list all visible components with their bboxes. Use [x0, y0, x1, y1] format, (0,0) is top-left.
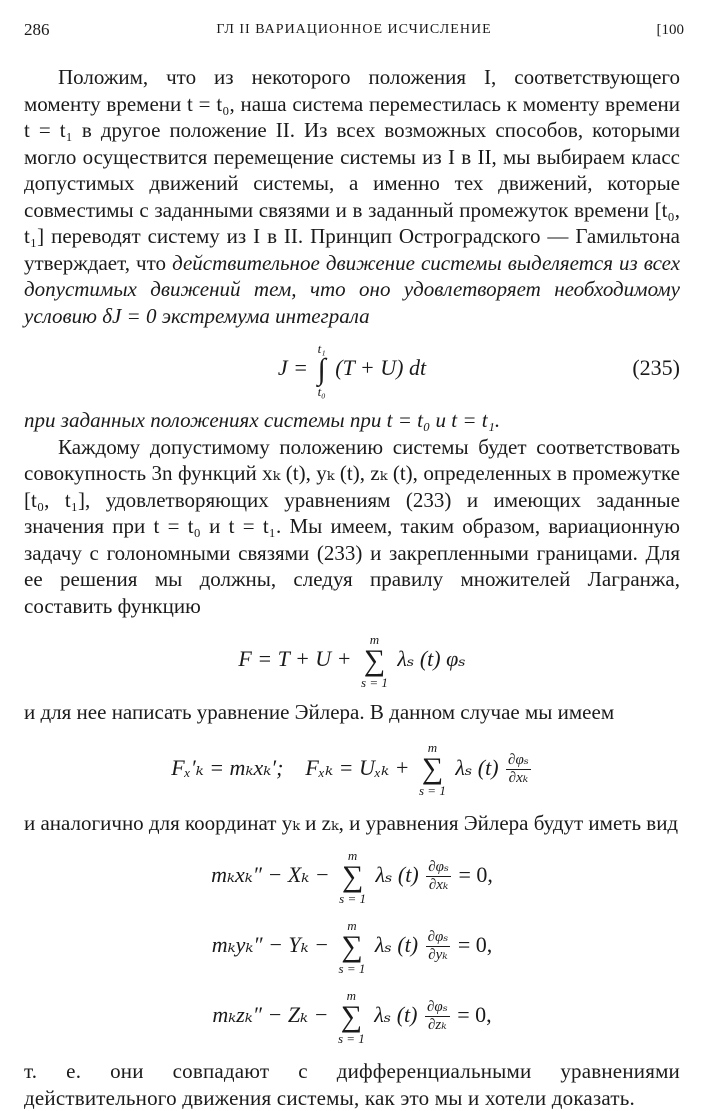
fraction-numerator: ∂φₛ — [426, 929, 451, 947]
euler-equation-z — [24, 980, 680, 1050]
euler-equation-x — [24, 840, 680, 910]
fraction-numerator: ∂φₛ — [426, 859, 451, 877]
sum-sign: ∑ — [341, 859, 364, 893]
fraction-denominator: ∂xₖ — [508, 769, 529, 786]
paragraph-euler-intro: и для нее написать уравнение Эйлера. В данном случае мы имеем — [24, 700, 615, 724]
partial-fraction — [506, 752, 531, 788]
euler-z-rhs: = 0, — [457, 1002, 492, 1027]
sum-sign: ∑ — [421, 752, 444, 786]
sum-upper-limit: m — [346, 987, 357, 1003]
sum-upper-limit: m — [347, 847, 358, 863]
sum-sign: ∑ — [340, 999, 363, 1033]
eqF-term: λₛ (t) φₛ — [397, 646, 466, 671]
partial-fraction — [426, 859, 451, 895]
euler-equations — [24, 836, 680, 1050]
sum-upper-limit: m — [347, 917, 357, 933]
sum-lower-limit: s = 1 — [361, 674, 388, 690]
paragraph-coordinates: и аналогично для координат yₖ и zₖ, и уравнения Эйлера будут иметь вид — [24, 810, 679, 835]
eq235-lhs: J = — [277, 355, 309, 380]
sum-lower-limit: s = 1 — [337, 1030, 365, 1046]
eqFx-part1: Fₓ′ₖ = mₖxₖ′; — [171, 754, 284, 780]
sum-sign: ∑ — [341, 929, 363, 963]
equation-Fx — [24, 726, 680, 810]
running-header — [24, 20, 684, 48]
eqFx-part2: Fₓₖ = Uₓₖ + — [305, 754, 410, 780]
paragraph-principle-italic: действительное движение системы выделяется из всех допустимых движений тем, что оно удовлетворяет необходимому условию δJ = 0 экстремума интеграла — [24, 250, 681, 328]
eqFx-term: λₛ (t) — [455, 754, 499, 780]
fraction-numerator: ∂φₛ — [506, 752, 531, 770]
integral-lower-limit: t₀ — [317, 383, 326, 399]
paragraph-principle-text: Положим, что из некоторого положения I, соответствующего моменту времени t = t₀, наша система переместилась к моменту времени t = t₁ в другое положение II. Из всех возможных способов, которыми могло осуществится перемещение системы из I в II, мы выбираем класс допустимых движений системы, а именно тех движений, которые совместимы с заданными связями и в заданный промежуток времени [t₀, t₁] переводят систему из I в II. Принцип Остроградского — Гамильтона утверждает, что — [24, 65, 680, 275]
sum-upper-limit: m — [427, 740, 438, 756]
euler-z-term: λₛ (t) — [374, 1002, 418, 1027]
sum-operator — [338, 989, 365, 1045]
paragraph-conclusion: т. е. они совпадают с дифференциальными уравнениями действительного движения системы, как это мы и хотели доказать. — [24, 1059, 680, 1110]
euler-x-lhs: mₖxₖ″ − Xₖ − — [211, 862, 330, 887]
fraction-denominator: ∂yₖ — [428, 947, 448, 964]
euler-z-lhs: mₖzₖ″ − Zₖ − — [212, 1002, 329, 1027]
integral-upper-limit: t₁ — [317, 340, 326, 356]
partial-fraction — [425, 999, 450, 1035]
eq235-integrand: (T + U) dt — [335, 355, 427, 380]
fraction-denominator: ∂xₖ — [428, 877, 449, 894]
euler-y-rhs: = 0, — [457, 932, 493, 957]
euler-x-term: λₛ (t) — [375, 862, 419, 887]
sum-operator — [339, 849, 366, 905]
fraction-denominator: ∂zₖ — [428, 1017, 447, 1034]
after-equation-235: при заданных положениях системы при t = t₀ и t = t₁. — [24, 408, 501, 432]
section-number: [100 — [656, 22, 684, 38]
sum-operator — [339, 919, 366, 975]
running-title: ГЛ II ВАРИАЦИОННОЕ ИСЧИСЛЕНИЕ — [216, 22, 492, 37]
integral-operator — [318, 342, 326, 398]
sum-lower-limit: s = 1 — [418, 783, 446, 799]
integral-sign: ∫ — [317, 352, 326, 386]
euler-y-lhs: mₖyₖ″ − Yₖ − — [211, 932, 330, 957]
equation-F — [24, 619, 680, 699]
sum-lower-limit: s = 1 — [339, 890, 366, 906]
sum-operator — [361, 633, 388, 689]
page-body — [24, 64, 680, 1111]
paragraph-principle — [24, 64, 680, 329]
euler-equation-y — [24, 910, 680, 980]
sum-upper-limit: m — [369, 631, 380, 647]
equation-number: (235) — [632, 355, 680, 380]
sum-sign: ∑ — [363, 643, 386, 677]
paragraph-functions: Каждому допустимому положению системы будет соответствовать совокупность 3n функций xₖ (t), yₖ (t), zₖ (t), определенных в промежутке [t₀, t₁], удовлетворяющих уравнениям (233) и имеющих заданные значения при t = t₀ и t = t₁. Мы имеем, таким образом, вариационную задачу с голономными связями (233) и закрепленными границами. Для ее решения мы должны, следуя правилу множителей Лагранжа, составить функцию — [24, 434, 680, 618]
sum-operator — [419, 741, 446, 797]
euler-x-rhs: = 0, — [458, 862, 493, 887]
page-number: 286 — [24, 20, 50, 39]
equation-235 — [24, 329, 680, 407]
euler-y-term: λₛ (t) — [374, 932, 419, 957]
fraction-numerator: ∂φₛ — [425, 999, 450, 1017]
partial-fraction — [426, 929, 451, 965]
sum-lower-limit: s = 1 — [338, 960, 366, 976]
eqF-lhs: F = T + U + — [238, 646, 352, 671]
